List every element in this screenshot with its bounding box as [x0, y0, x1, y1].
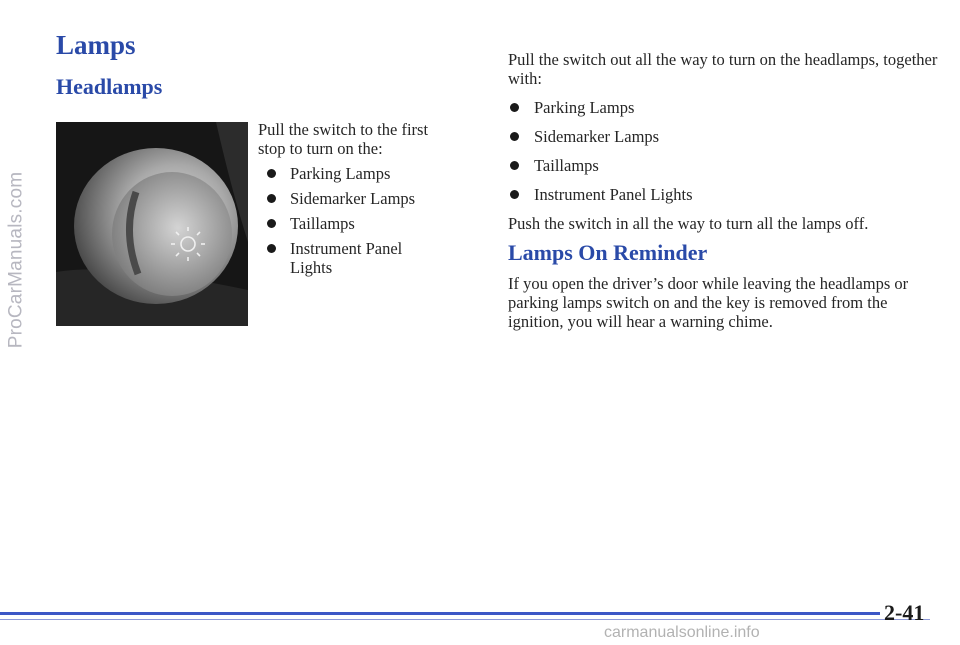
- list-item: Instrument Panel Lights: [508, 185, 938, 204]
- lamps-on-reminder-heading: Lamps On Reminder: [508, 240, 708, 265]
- first-stop-description: [258, 120, 448, 283]
- headlamps-heading: Headlamps: [56, 74, 163, 99]
- list-item: Sidemarker Lamps: [258, 189, 448, 208]
- headlamp-switch-illustration: [56, 122, 248, 326]
- side-watermark-text: ProCarManuals.com: [5, 171, 27, 349]
- first-stop-intro: Pull the switch to the first stop to turn on the:: [258, 120, 429, 158]
- bottom-watermark: carmanualsonline.info: [604, 624, 760, 641]
- footer-rule-thin: [0, 619, 930, 620]
- list-item: Taillamps: [508, 156, 938, 175]
- page-number: 2-41: [884, 600, 925, 625]
- full-on-intro: Pull the switch out all the way to turn on the headlamps, together with:: [508, 50, 938, 88]
- footer-rule: [0, 612, 880, 615]
- list-item: Taillamps: [258, 214, 448, 233]
- lamps-off-text: Push the switch in all the way to turn all the lamps off.: [508, 214, 869, 233]
- full-on-lamp-list: [508, 98, 938, 204]
- right-column: [508, 50, 938, 341]
- lamps-on-reminder-text: If you open the driver’s door while leaving the headlamps or parking lamps switch on and the key is removed from the ignition, you will hear a warning chime.: [508, 274, 909, 331]
- side-watermark: [2, 60, 30, 460]
- headlamp-switch-photo: [56, 122, 248, 326]
- first-stop-lamp-list: [258, 164, 448, 277]
- list-item: Instrument Panel Lights: [258, 239, 448, 277]
- list-item: Parking Lamps: [258, 164, 448, 183]
- section-title: Lamps: [56, 30, 136, 60]
- list-item: Sidemarker Lamps: [508, 127, 938, 146]
- list-item: Parking Lamps: [508, 98, 938, 117]
